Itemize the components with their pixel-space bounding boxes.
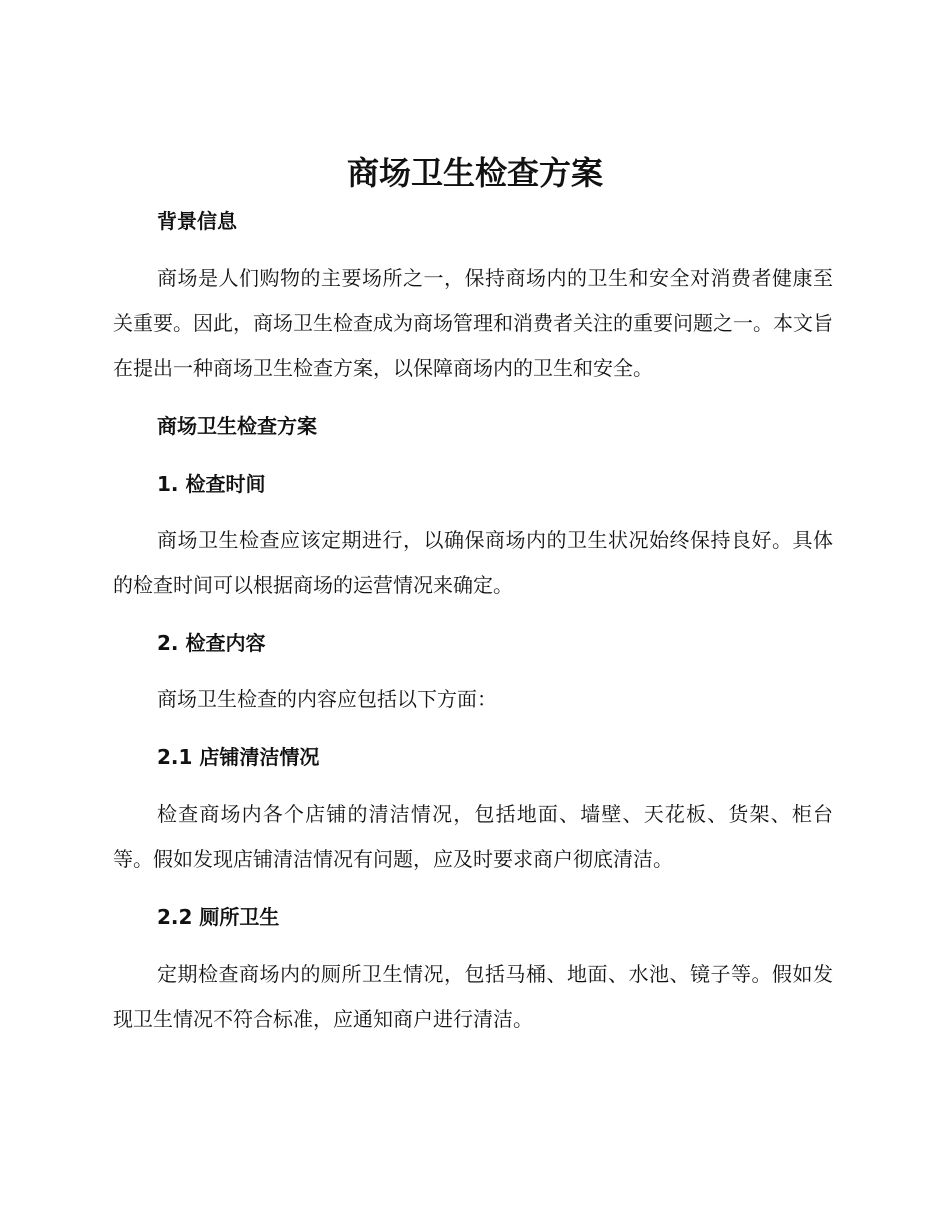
background-heading: 背景信息 [157,209,237,233]
toilet-hygiene-heading: 2.2 厕所卫生 [157,905,280,929]
toilet-hygiene-paragraph: 定期检查商场内的厕所卫生情况，包括马桶、地面、水池、镜子等。假如发现卫生情况不符合标准，应通知商户进行清洁。 [113,962,833,1031]
document-title: 商场卫生检查方案 [346,154,603,192]
check-content-heading: 2. 检查内容 [157,631,266,655]
check-content-paragraph: 商场卫生检查的内容应包括以下方面： [157,687,497,711]
plan-heading: 商场卫生检查方案 [157,414,317,438]
check-time-heading: 1. 检查时间 [157,472,266,496]
store-cleanliness-paragraph: 检查商场内各个店铺的清洁情况，包括地面、墙壁、天花板、货架、柜台等。假如发现店铺清洁情况有问题，应及时要求商户彻底清洁。 [113,802,833,871]
check-time-paragraph: 商场卫生检查应该定期进行，以确保商场内的卫生状况始终保持良好。具体的检查时间可以根据商场的运营情况来确定。 [113,528,833,597]
store-cleanliness-heading: 2.1 店铺清洁情况 [157,745,320,769]
background-paragraph: 商场是人们购物的主要场所之一，保持商场内的卫生和安全对消费者健康至关重要。因此，商场卫生检查成为商场管理和消费者关注的重要问题之一。本文旨在提出一种商场卫生检查方案，以保障商场内的卫生和安全。 [113,266,833,380]
